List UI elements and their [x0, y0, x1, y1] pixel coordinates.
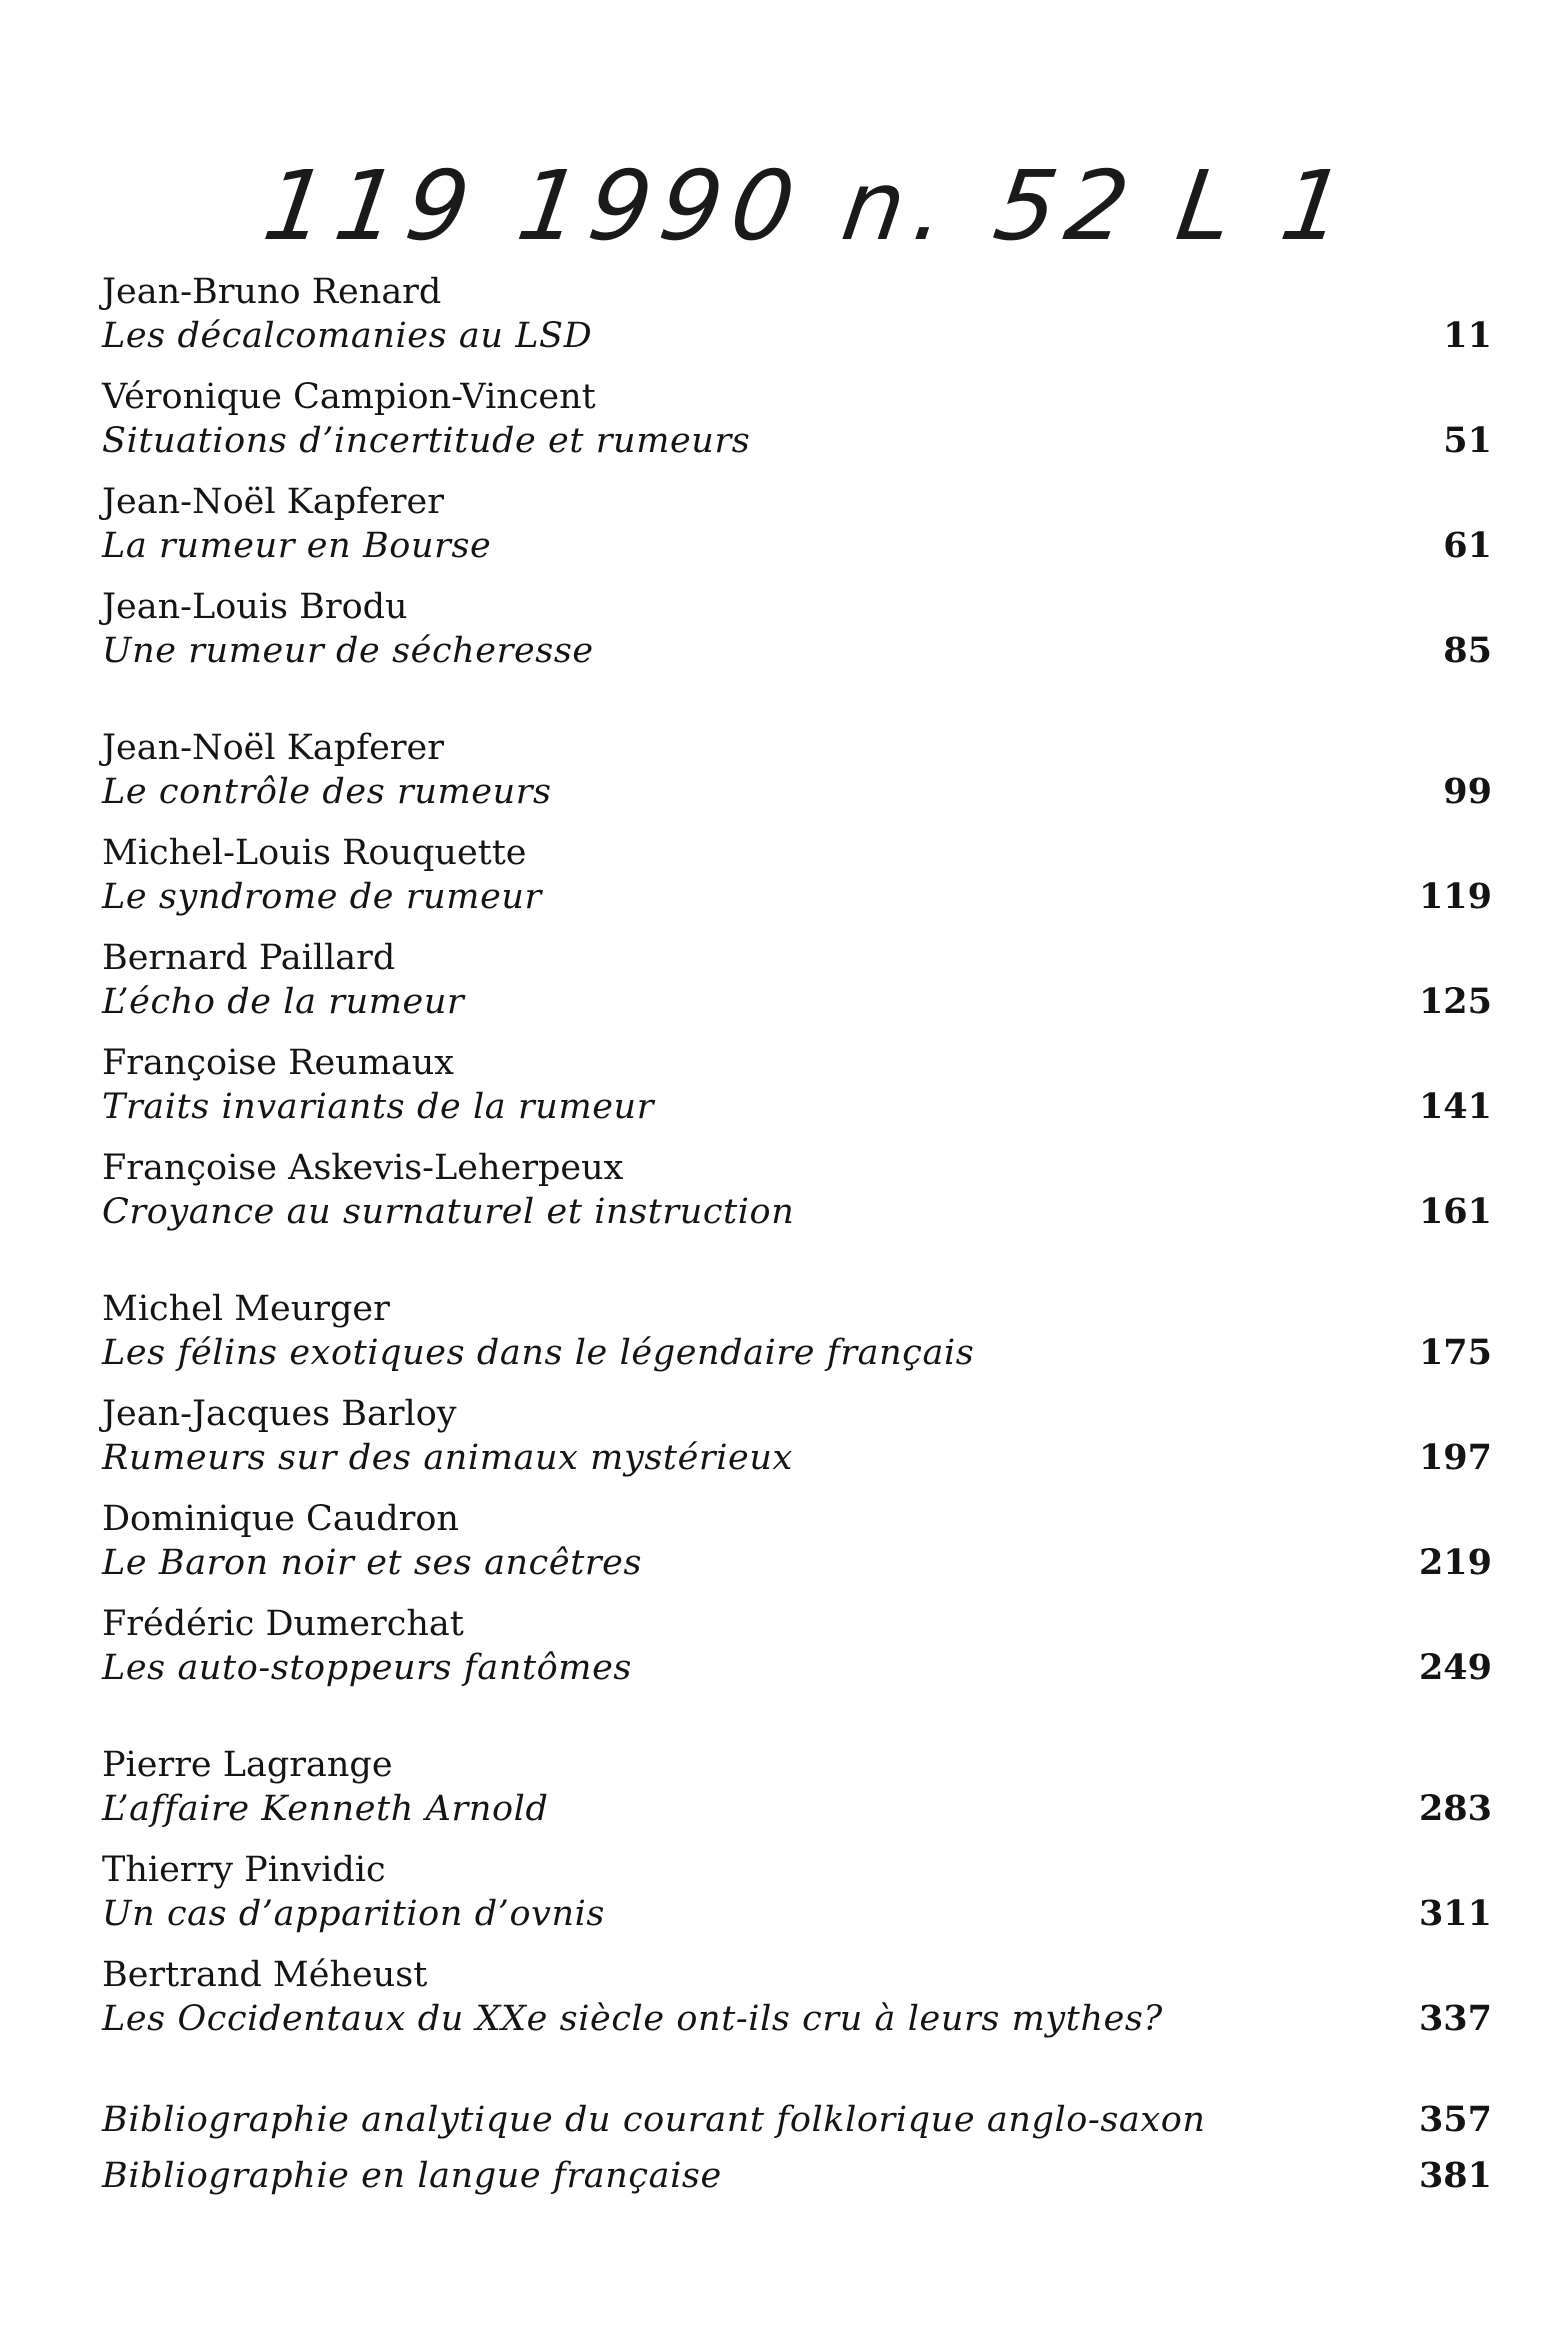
entry-author: Michel Meurger	[102, 1289, 390, 1329]
entry-page: 85	[1443, 630, 1492, 671]
bibliography-entry	[102, 2154, 1492, 2210]
entry-page: 175	[1418, 1332, 1492, 1373]
entry-author: Françoise Reumaux	[102, 1043, 455, 1083]
entry-page: 249	[1418, 1647, 1492, 1688]
entry-page: 283	[1418, 1788, 1492, 1829]
entry-title: Un cas d’apparition d’ovnis	[102, 1894, 605, 1934]
toc-entry	[102, 831, 1492, 936]
entry-title: Le Baron noir et ses ancêtres	[102, 1543, 643, 1583]
bibliography-title: Bibliographie analytique du courant folklorique anglo-saxon	[102, 2100, 1206, 2140]
toc-entry	[102, 1497, 1492, 1602]
entry-title: Traits invariants de la rumeur	[102, 1087, 655, 1127]
toc-entry	[102, 480, 1492, 585]
entry-page: 51	[1443, 420, 1492, 461]
entry-page: 311	[1418, 1893, 1492, 1934]
entry-author: Jean-Noël Kapferer	[102, 728, 444, 768]
entry-author: Jean-Noël Kapferer	[102, 482, 444, 522]
entry-title: Les décalcomanies au LSD	[102, 316, 593, 356]
entry-author: Jean-Louis Brodu	[102, 587, 408, 627]
entry-page: 119	[1418, 876, 1492, 917]
entry-author: Jean-Bruno Renard	[102, 272, 442, 312]
bibliography-page: 381	[1418, 2155, 1492, 2196]
entry-title: Une rumeur de sécheresse	[102, 631, 594, 671]
entry-author: Françoise Askevis-Leherpeux	[102, 1148, 624, 1188]
toc-entry	[102, 585, 1492, 690]
toc-entry	[102, 1146, 1492, 1251]
entry-author: Jean-Jacques Barloy	[102, 1394, 457, 1434]
bibliography-title: Bibliographie en langue française	[102, 2156, 722, 2196]
entry-title: Rumeurs sur des animaux mystérieux	[102, 1438, 793, 1478]
toc-list	[102, 270, 1492, 2210]
group-separator	[102, 1707, 1492, 1743]
entry-author: Bernard Paillard	[102, 938, 396, 978]
entry-title: L’écho de la rumeur	[102, 982, 465, 1022]
group-separator	[102, 2058, 1492, 2098]
bibliography-page: 357	[1418, 2099, 1492, 2140]
toc-entry	[102, 1392, 1492, 1497]
toc-entry	[102, 1287, 1492, 1392]
toc-entry	[102, 1848, 1492, 1953]
entry-page: 11	[1443, 315, 1492, 356]
toc-entry	[102, 936, 1492, 1041]
entry-page: 161	[1418, 1191, 1492, 1232]
entry-title: Les auto-stoppeurs fantômes	[102, 1648, 632, 1688]
handwritten-shelfmark: 119 1990 n. 52 L 1	[257, 150, 1362, 262]
toc-entry	[102, 270, 1492, 375]
entry-author: Pierre Lagrange	[102, 1745, 393, 1785]
toc-entry	[102, 1743, 1492, 1848]
toc-entry	[102, 1041, 1492, 1146]
entry-title: Croyance au surnaturel et instruction	[102, 1192, 795, 1232]
entry-page: 99	[1443, 771, 1492, 812]
entry-title: Situations d’incertitude et rumeurs	[102, 421, 751, 461]
entry-title: Les Occidentaux du XXe siècle ont-ils cru à leurs mythes?	[102, 1999, 1163, 2039]
entry-page: 337	[1418, 1998, 1492, 2039]
entry-page: 197	[1418, 1437, 1492, 1478]
group-separator	[102, 690, 1492, 726]
entry-title: L’affaire Kenneth Arnold	[102, 1789, 549, 1829]
entry-author: Thierry Pinvidic	[102, 1850, 386, 1890]
entry-title: Le syndrome de rumeur	[102, 877, 542, 917]
toc-entry	[102, 1953, 1492, 2058]
entry-author: Michel-Louis Rouquette	[102, 833, 527, 873]
entry-page: 141	[1418, 1086, 1492, 1127]
entry-author: Frédéric Dumerchat	[102, 1604, 464, 1644]
bibliography-entry	[102, 2098, 1492, 2154]
toc-entry	[102, 375, 1492, 480]
toc-entry	[102, 726, 1492, 831]
entry-author: Bertrand Méheust	[102, 1955, 428, 1995]
entry-page: 125	[1418, 981, 1492, 1022]
entry-page: 61	[1443, 525, 1492, 566]
entry-title: La rumeur en Bourse	[102, 526, 492, 566]
group-separator	[102, 1251, 1492, 1287]
entry-title: Les félins exotiques dans le légendaire français	[102, 1333, 975, 1373]
entry-author: Dominique Caudron	[102, 1499, 459, 1539]
entry-author: Véronique Campion-Vincent	[102, 377, 596, 417]
toc-entry	[102, 1602, 1492, 1707]
entry-page: 219	[1418, 1542, 1492, 1583]
entry-title: Le contrôle des rumeurs	[102, 772, 552, 812]
